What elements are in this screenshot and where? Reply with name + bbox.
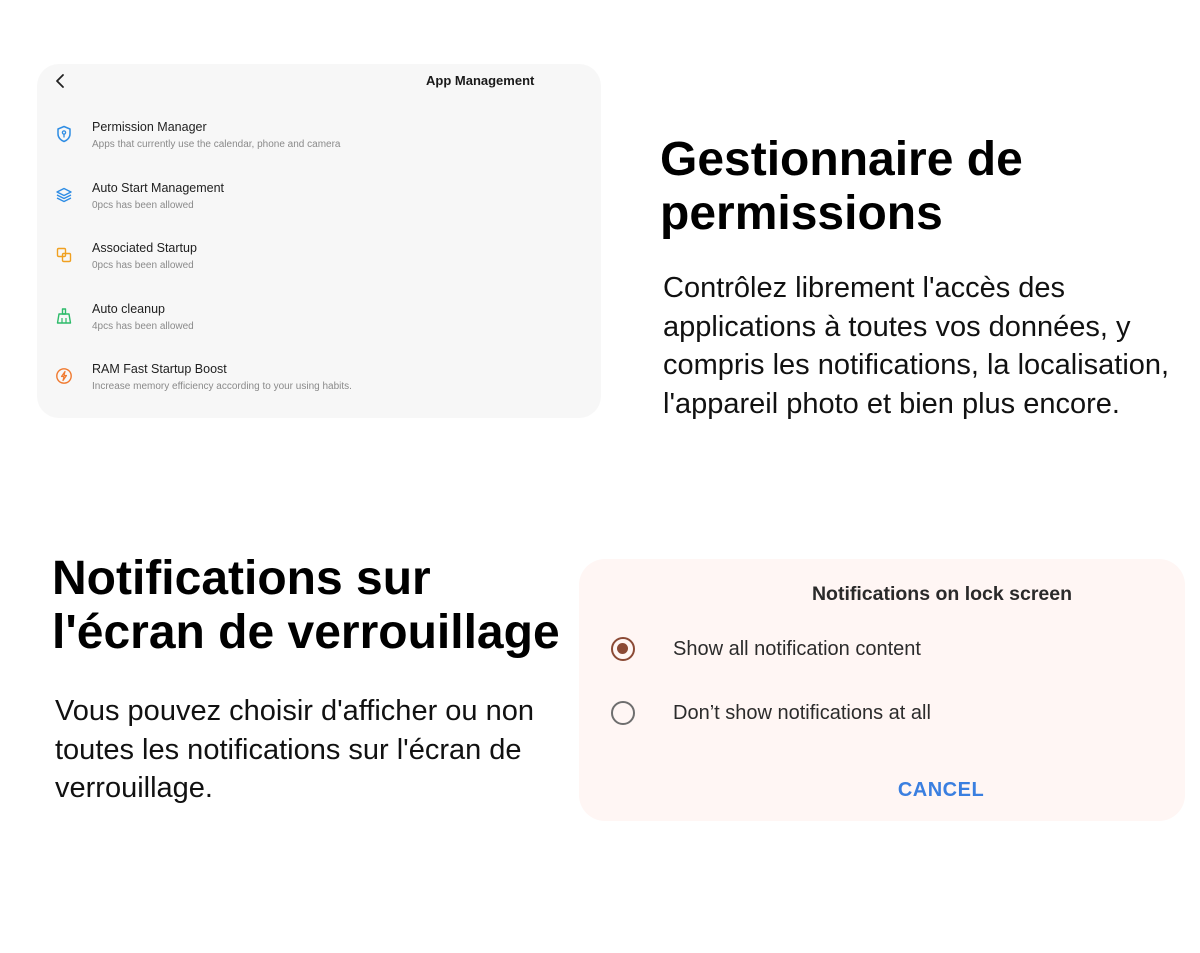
item-subtitle: 4pcs has been allowed — [92, 320, 194, 332]
item-title: RAM Fast Startup Boost — [92, 362, 227, 376]
linked-squares-icon — [54, 245, 74, 265]
back-button[interactable] — [49, 70, 71, 92]
radio-selected-icon[interactable] — [611, 637, 635, 661]
lock-screen-heading: Notifications sur l'écran de verrouillage — [52, 552, 560, 659]
cancel-button[interactable]: CANCEL — [897, 779, 985, 801]
list-item-associated-startup[interactable] — [37, 235, 601, 296]
item-subtitle: 0pcs has been allowed — [92, 199, 194, 211]
lock-screen-description: Vous pouvez choisir d'afficher ou non toutes les notifications sur l'écran de verrouillage. — [55, 695, 534, 804]
list-item-permission-manager[interactable] — [37, 114, 601, 175]
permissions-description: Contrôlez librement l'accès des applications à toutes vos données, y compris les notifications, la localisation, l'appareil photo et bien plus encore. — [663, 272, 1170, 420]
layers-icon — [54, 185, 74, 205]
list-item-ram-boost[interactable] — [37, 356, 601, 417]
shield-icon — [54, 124, 74, 144]
item-title: Auto cleanup — [92, 301, 165, 316]
radio-unselected-icon[interactable] — [611, 701, 635, 725]
panel-header — [37, 64, 601, 98]
option-show-all[interactable] — [609, 634, 1149, 668]
settings-list — [37, 114, 601, 417]
item-subtitle: Apps that currently use the calendar, phone and camera — [92, 139, 341, 150]
list-item-auto-start[interactable] — [37, 175, 601, 236]
lock-screen-dialog — [579, 559, 1185, 821]
option-label: Don’t show notifications at all — [673, 702, 931, 724]
item-title: Permission Manager — [92, 120, 207, 134]
item-title: Auto Start Management — [92, 180, 225, 195]
list-item-auto-cleanup[interactable] — [37, 296, 601, 357]
option-hide-all[interactable] — [609, 698, 1149, 732]
chevron-left-icon — [54, 73, 66, 89]
option-label: Show all notification content — [673, 638, 921, 660]
dialog-title: Notifications on lock screen — [811, 583, 1073, 605]
lightning-circle-icon — [54, 366, 74, 386]
app-management-panel — [37, 64, 601, 418]
item-title: Associated Startup — [92, 241, 197, 255]
page-title: App Management — [426, 73, 535, 88]
item-subtitle: Increase memory efficiency according to your using habits. — [92, 381, 352, 392]
broom-icon — [54, 306, 74, 326]
permissions-heading: Gestionnaire de permissions — [660, 133, 1023, 240]
item-subtitle: 0pcs has been allowed — [92, 260, 194, 271]
